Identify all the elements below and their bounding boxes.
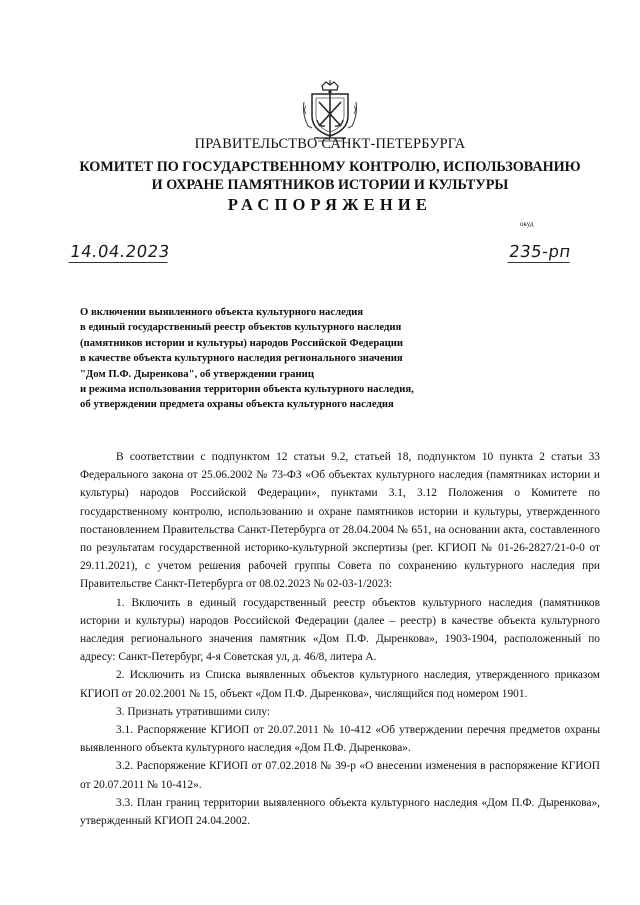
- subject-line: (памятников истории и культуры) народов Российской Федерации: [80, 336, 404, 349]
- clause-3-3-paragraph: 3.3. План границ территории выявленного объекта культурного наследия «Дом П.Ф. Дыренкова», утвержденный КГИОП 24.04.2002.: [80, 796, 600, 828]
- subject-line: об утверждении предмета охраны объекта культурного наследия: [80, 398, 394, 411]
- subject-line: "Дом П.Ф. Дыренкова", об утверждении границ: [80, 367, 314, 380]
- okud-label: окуд: [520, 220, 534, 228]
- subject-line: в качестве объекта культурного наследия регионального значения: [80, 352, 403, 365]
- committee-name-line-2: И ОХРАНЕ ПАМЯТНИКОВ ИСТОРИИ И КУЛЬТУРЫ: [151, 177, 509, 193]
- government-name: ПРАВИТЕЛЬСТВО САНКТ-ПЕТЕРБУРГА: [194, 136, 466, 152]
- coat-of-arms-icon: [300, 80, 360, 142]
- subject-line: в единый государственный реестр объектов культурного наследия: [80, 321, 402, 334]
- handwritten-number: 235-рп: [507, 242, 573, 261]
- committee-name: [60, 158, 600, 194]
- clause-2-paragraph: 2. Исключить из Списка выявленных объектов культурного наследия, утвержденного приказом КГИОП от 20.02.2001 № 15, объект «Дом П.Ф. Дыренкова», числящийся под номером 1901.: [80, 669, 600, 700]
- order-body: [80, 448, 600, 830]
- preamble-paragraph: В соответствии с подпунктом 12 статьи 9.2, статьей 18, подпунктом 10 пункта 2 статьи 33 Федерального закона от 25.06.2002 № 73-ФЗ «Об объектах культурного наследия (памятниках истории и культуры) народов Российской Федерации», пунктами 3.1, 3.12 Положения о Комитете по государственному контролю, использованию и охране памятников истории и культуры, утвержденного постановлением Правительства Санкт-Петербурга от 28.04.2004 № 651, на основании акта, составленного по результатам государственной историко-культурной экспертизы (рег. КГИОП № 01-26-2827/21-0-0 от 29.11.2021), с учетом решения рабочей группы Совета по сохранению культурного наследия при Правительстве Санкт-Петербурга от 08.02.2023 № 02-03-1/2023:: [80, 451, 600, 591]
- committee-name-line-1: КОМИТЕТ ПО ГОСУДАРСТВЕННОМУ КОНТРОЛЮ, ИСПОЛЬЗОВАНИЮ: [79, 159, 581, 175]
- handwritten-date: 14.04.2023: [68, 242, 171, 261]
- document-type-title: РАСПОРЯЖЕНИЕ: [227, 195, 433, 214]
- subject-line: и режима использования территории объекта культурного наследия,: [80, 383, 414, 396]
- clause-3-1-paragraph: 3.1. Распоряжение КГИОП от 20.07.2011 № 10-412 «Об утверждении перечня предметов охраны выявленного объекта культурного наследия «Дом П.Ф. Дыренкова».: [80, 724, 600, 755]
- clause-1-paragraph: 1. Включить в единый государственный реестр объектов культурного наследия (памятников истории и культуры) народов Российской Федерации (далее – реестр) в качестве объекта культурного наследия регионального значения памятник «Дом П.Ф. Дыренкова», 1903-1904, расположенный по адресу: Санкт-Петербург, 4-я Советская ул, д. 46/8, литера А.: [80, 596, 600, 664]
- subject-line: О включении выявленного объекта культурного наследия: [80, 306, 364, 318]
- clause-3-paragraph: 3. Признать утратившими силу:: [116, 705, 271, 718]
- order-subject: [80, 305, 520, 413]
- clause-3-2-paragraph: 3.2. Распоряжение КГИОП от 07.02.2018 № 39-р «О внесении изменения в распоряжение КГИОП от 20.07.2011 № 10-412».: [80, 760, 600, 791]
